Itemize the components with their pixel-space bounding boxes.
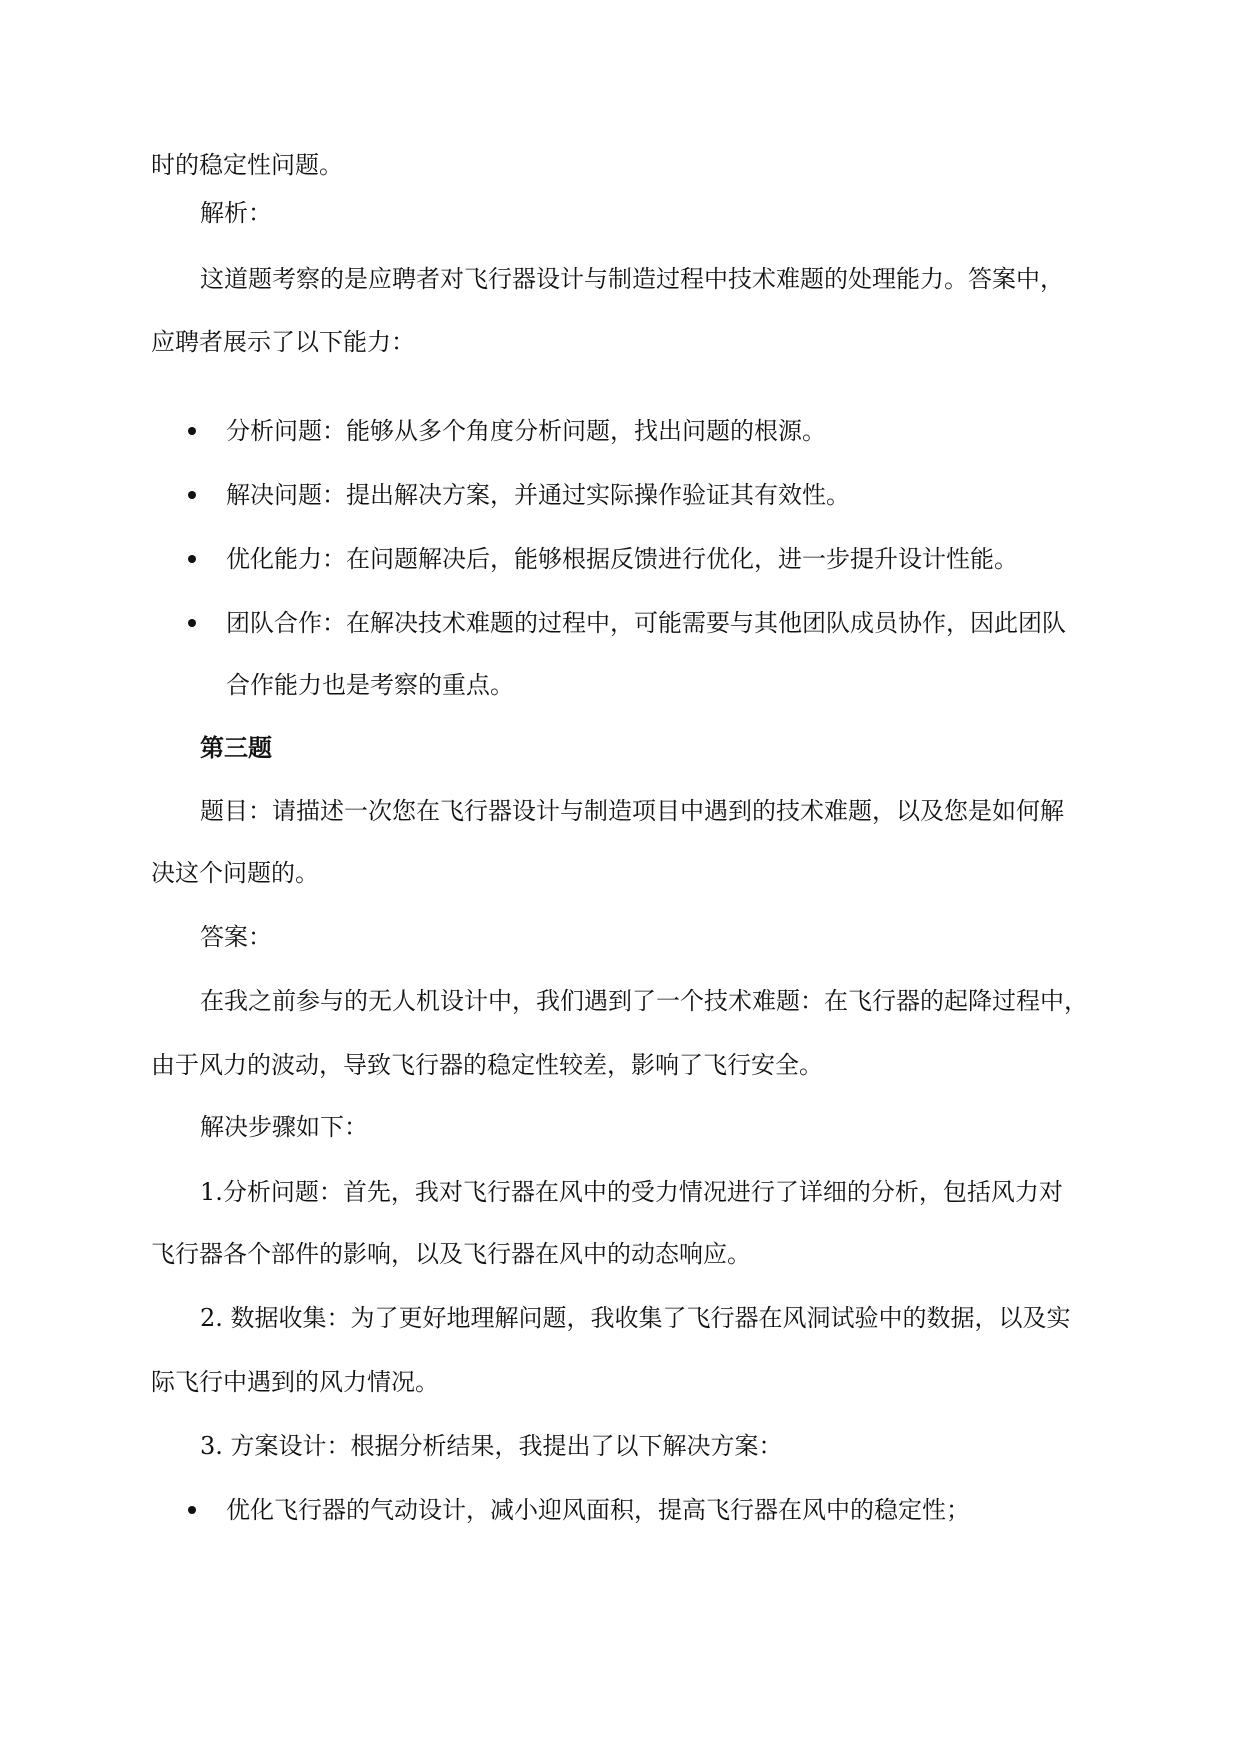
answer-label: 答案： bbox=[200, 923, 272, 951]
list-item: 解决问题：提出解决方案，并通过实际操作验证其有效性。 bbox=[226, 481, 850, 509]
bullet-dot-icon bbox=[188, 619, 196, 627]
step-line: 际飞行中遇到的风力情况。 bbox=[151, 1368, 439, 1396]
list-item: 分析问题：能够从多个角度分析问题，找出问题的根源。 bbox=[226, 417, 826, 445]
bullet-dot-icon bbox=[188, 491, 196, 499]
question-line: 决这个问题的。 bbox=[151, 859, 319, 887]
step-line: 飞行器各个部件的影响，以及飞行器在风中的动态响应。 bbox=[151, 1240, 751, 1268]
steps-label: 解决步骤如下： bbox=[200, 1113, 368, 1141]
list-item-continuation: 合作能力也是考察的重点。 bbox=[226, 671, 514, 699]
step-line: 1.分析问题：首先，我对飞行器在风中的受力情况进行了详细的分析，包括风力对 bbox=[200, 1178, 1063, 1206]
answer-line: 由于风力的波动，导致飞行器的稳定性较差，影响了飞行安全。 bbox=[151, 1051, 823, 1079]
paragraph-line: 时的稳定性问题。 bbox=[151, 151, 343, 179]
step-line: 3. 方案设计：根据分析结果，我提出了以下解决方案： bbox=[200, 1432, 783, 1460]
analysis-label: 解析： bbox=[200, 199, 272, 227]
question-line: 题目：请描述一次您在飞行器设计与制造项目中遇到的技术难题，以及您是如何解 bbox=[200, 797, 1064, 825]
section-heading: 第三题 bbox=[200, 734, 272, 762]
list-item: 优化能力：在问题解决后，能够根据反馈进行优化，进一步提升设计性能。 bbox=[226, 545, 1018, 573]
step-line: 2. 数据收集：为了更好地理解问题，我收集了飞行器在风洞试验中的数据，以及实 bbox=[200, 1304, 1071, 1332]
bullet-dot-icon bbox=[188, 1506, 196, 1514]
list-item: 团队合作：在解决技术难题的过程中，可能需要与其他团队成员协作，因此团队 bbox=[226, 609, 1066, 637]
answer-line: 在我之前参与的无人机设计中，我们遇到了一个技术难题：在飞行器的起降过程中， bbox=[200, 987, 1088, 1015]
bullet-dot-icon bbox=[188, 427, 196, 435]
bullet-dot-icon bbox=[188, 555, 196, 563]
paragraph-line: 这道题考察的是应聘者对飞行器设计与制造过程中技术难题的处理能力。答案中， bbox=[200, 265, 1064, 293]
list-item: 优化飞行器的气动设计，减小迎风面积，提高飞行器在风中的稳定性； bbox=[226, 1496, 970, 1524]
paragraph-line: 应聘者展示了以下能力： bbox=[151, 328, 415, 356]
